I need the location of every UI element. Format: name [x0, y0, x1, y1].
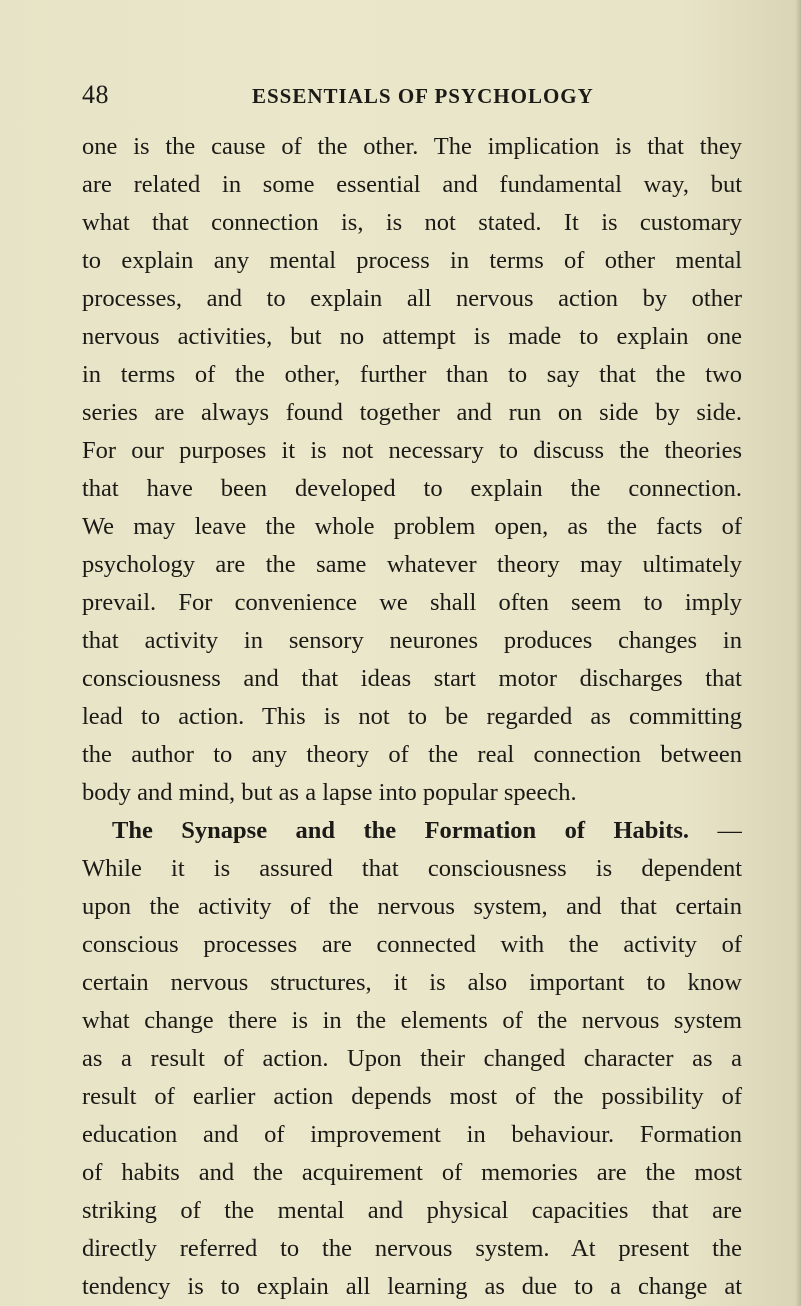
text-line: striking of the mental and physical capacities that are [82, 1197, 742, 1224]
running-head: ESSENTIALS OF PSYCHOLOGY [252, 84, 594, 108]
text-line: lead to action. This is not to be regarded as committing [82, 703, 742, 730]
text-line: For our purposes it is not necessary to discuss the theories [82, 437, 742, 464]
page-header [82, 80, 722, 114]
page-number: 48 [82, 80, 109, 109]
text-line: certain nervous structures, it is also important to know [82, 969, 742, 996]
paragraph-1 [82, 128, 742, 812]
text-line: as a result of action. Upon their changed character as a [82, 1045, 742, 1072]
section-heading: The Synapse and the Formation of Habits. [112, 817, 690, 844]
text-line: result of earlier action depends most of the possibility of [82, 1083, 742, 1110]
text-line: in terms of the other, further than to say that the two [82, 361, 742, 388]
page-edge-shadow [795, 0, 801, 1306]
text-line: upon the activity of the nervous system, and that certain [82, 893, 742, 920]
body-text [82, 128, 742, 1306]
text-line: processes, and to explain all nervous action by other [82, 285, 742, 312]
text-line: education and of improvement in behaviour. Formation [82, 1121, 742, 1148]
text-line: body and mind, but as a lapse into popular speech. [82, 779, 577, 806]
text-line: to explain any mental process in terms of other mental [82, 247, 742, 274]
text-line: While it is assured that consciousness is dependent [82, 855, 742, 882]
text-line: consciousness and that ideas start motor discharges that [82, 665, 742, 692]
paragraph-2 [82, 812, 742, 1306]
text-line: are related in some essential and fundamental way, but [82, 171, 742, 198]
text-line: tendency is to explain all learning as due to a change at [82, 1273, 742, 1300]
text-line: the author to any theory of the real connection between [82, 741, 742, 768]
text-line: what that connection is, is not stated. It is customary [82, 209, 742, 236]
text-line: series are always found together and run on side by side. [82, 399, 742, 426]
text-line: what change there is in the elements of the nervous system [82, 1007, 742, 1034]
text-line: psychology are the same whatever theory may ultimately [82, 551, 742, 578]
text-line: that have been developed to explain the connection. [82, 475, 742, 502]
text-line: one is the cause of the other. The implication is that they [82, 133, 742, 160]
text-line: directly referred to the nervous system. At present the [82, 1235, 742, 1262]
text-line: conscious processes are connected with the activity of [82, 931, 742, 958]
text-line: that activity in sensory neurones produces changes in [82, 627, 742, 654]
heading-dash: — [689, 817, 742, 844]
text-line: nervous activities, but no attempt is made to explain one [82, 323, 742, 350]
text-line: prevail. For convenience we shall often seem to imply [82, 589, 742, 616]
section-heading-line [82, 812, 742, 850]
text-line: We may leave the whole problem open, as the facts of [82, 513, 742, 540]
text-line: of habits and the acquirement of memories are the most [82, 1159, 742, 1186]
